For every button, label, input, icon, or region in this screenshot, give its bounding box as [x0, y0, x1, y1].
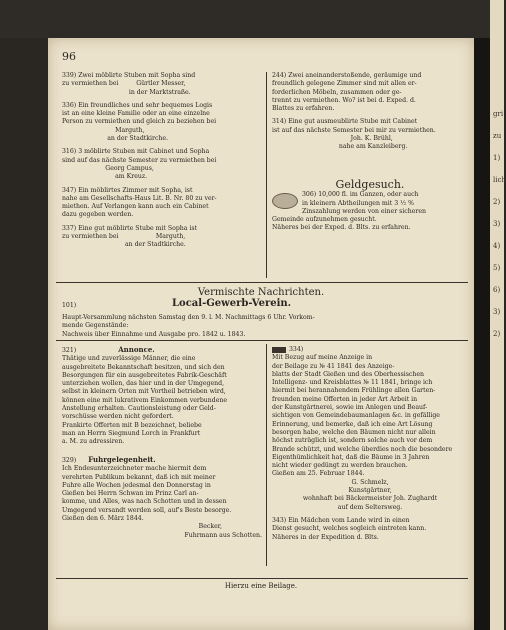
fuhr-signature-name: Becker,	[198, 523, 222, 531]
gaertner-block	[272, 346, 468, 542]
classified-ad-line: zu vermiethen bei Marguth,	[62, 233, 186, 241]
fuhr-text	[62, 465, 262, 523]
classified-ad	[62, 225, 262, 250]
fuhr-line: Fuhre alle Wochen jedesmal den Donnerstag in	[62, 481, 211, 489]
annonce-line: Frankirte Offerten mit B bezeichnet, beliebe	[62, 421, 202, 429]
newspaper-page	[48, 38, 474, 630]
maedchen-line: 343) Ein Mädchen vom Lande wird in einen	[272, 516, 410, 524]
fuhr-line: verehrten Publikum bekannt, daß ich mit meiner	[62, 473, 216, 481]
book-top-background	[0, 0, 504, 38]
gaertner-line: freunden meine Offerten in jeder Art Arbeit in	[272, 395, 418, 403]
fuhr-title: Fuhrgelegenheit.	[88, 455, 156, 464]
classified-ad-line: nahe am Gesellschafts-Haus Lit. B. Nr. 80 zu ver-	[62, 194, 217, 202]
classified-ad-line: 244) Zwei aneinanderstoßende, geräumige und	[272, 72, 422, 79]
annonce-number: 321)	[62, 347, 77, 354]
verein-text	[62, 314, 468, 339]
gaertner-line: hiermit bei herannahendem Frühlinge allen Garten-	[272, 387, 436, 395]
classified-ad-line: zu vermiethen bei Gürtler Messer,	[62, 80, 186, 88]
annonce-text	[62, 355, 262, 446]
geldgesuch-heading: Geldgesuch.	[335, 178, 405, 191]
gaertner-signature-role: Kunstgärtner,	[348, 487, 392, 495]
classified-ad-line: sind auf das nächste Semester zu vermiethen bei	[62, 156, 217, 164]
classified-ad	[62, 148, 262, 181]
classified-ad-line: dazu gegeben werden.	[62, 211, 134, 219]
next-page-fragment: 3)	[493, 220, 501, 228]
classified-ad-line: am Kreuz.	[62, 173, 148, 181]
page-number: 96	[62, 50, 76, 63]
gaertner-signature-street: auf dem Seltersweg.	[337, 503, 403, 511]
classified-ad	[272, 72, 468, 113]
column-divider-lower	[266, 344, 267, 566]
annonce-line: Besorgungen für ein ausgebreitetes Fabrik-Geschäft	[62, 371, 227, 379]
geld-line: in kleinern Abtheilungen mit 3 ½ %	[302, 199, 414, 207]
next-page-fragment: lich	[493, 176, 506, 184]
classified-ad-line: in der Marktstraße.	[62, 88, 191, 96]
annonce-title: Annonce.	[118, 345, 155, 354]
gaertner-line: nicht wieder gedüngt zu werden brauchen.	[272, 462, 408, 470]
gaertner-line: blatts der Stadt Gießen und des Oberhessischen	[272, 370, 425, 378]
geldgesuch-block	[272, 178, 468, 233]
classified-ad-line: 339) Zwei möblirte Stuben mit Sopha sind	[62, 72, 196, 79]
annonce-line: vorschüsse werden nicht gefordert.	[62, 413, 174, 421]
next-page-fragment: 3)	[493, 308, 501, 316]
next-page-edge	[490, 0, 504, 630]
classified-ad-line: forderlichen Möbeln, zusammen oder ge-	[272, 88, 402, 96]
gaertner-text	[272, 354, 468, 478]
footer-note: Hierzu eine Beilage.	[224, 582, 298, 590]
gaertner-line: besorgen habe, welche den Bäumen nicht nur allein	[272, 428, 436, 436]
geld-line: Zinszahlung werden von einer sicheren	[302, 207, 426, 215]
fuhr-block	[62, 456, 262, 540]
classified-ad-line: Person zu vermiethen und gleich zu beziehen bei	[62, 118, 217, 126]
gaertner-line: Gießen am 25. Februar 1844.	[272, 470, 365, 478]
geldgesuch-text	[272, 191, 468, 232]
next-page-fragment: 6)	[493, 286, 501, 294]
gaertner-signature-address: wohnhaft bei Bäckermeister Joh. Zughardt	[302, 495, 438, 503]
maedchen-line: Näheres in der Expedition d. Blts.	[272, 533, 379, 541]
hand-pointer-icon	[272, 347, 286, 353]
annonce-line: man an Herrn Siegmund Lorch in Frankfurt	[62, 429, 201, 437]
classified-ad-line: Blattes zu erfahren.	[272, 105, 335, 113]
fuhr-line: komme, und Alles, was nach Schotten und in dessen	[62, 498, 227, 506]
annonce-line: Thätige und zuverlässige Männer, die eine	[62, 355, 196, 363]
gaertner-line: sichtigen von Gemeindebaumanlagen &c. in gefällige	[272, 412, 440, 420]
classified-ad-line: trennt zu vermiethen. Wo? ist bei d. Exped. d.	[272, 96, 416, 104]
verein-name: Local-Gewerb-Verein.	[172, 298, 292, 309]
classified-ad-line: Georg Campus,	[62, 164, 154, 172]
gaertner-line: Brande schützt, und welche überdies noch die besondere	[272, 445, 453, 453]
annonce-block	[62, 346, 262, 447]
maedchen-line: Dienst gesucht, welches sogleich eintreten kann.	[272, 525, 427, 533]
classified-ad-line: miethen. Auf Verlangen kann auch ein Cabinet	[62, 203, 209, 211]
gaertner-number: 334)	[289, 346, 304, 353]
annonce-line: unterziehen wollen, das hier und in der Umgegend,	[62, 380, 225, 388]
classified-ad-line: freundlich gelegene Zimmer sind mit allen er-	[272, 80, 417, 88]
fuhr-signature-role: Fuhrmann aus Schotten.	[184, 531, 262, 539]
classified-ad	[62, 187, 262, 220]
geld-line: Näheres bei der Exped. d. Blts. zu erfahren.	[272, 224, 411, 232]
gaertner-line: Intelligenz- und Kreisblattes № 11 1841, bringe ich	[272, 379, 433, 387]
classified-ad	[62, 72, 262, 97]
classified-ad	[272, 118, 468, 151]
classified-ad-line: 347) Ein möblirtes Zimmer mit Sopha, ist	[62, 186, 193, 194]
classified-ad-line: an der Stadtkirche.	[62, 135, 169, 143]
next-page-fragment: 4)	[493, 242, 501, 250]
annonce-line: ausgebreitete Bekanntschaft besitzen, und sich den	[62, 363, 225, 371]
annonce-line: Anstellung erhalten. Cautionsleistung oder Geld-	[62, 405, 216, 413]
classified-ad-line: nahe am Kanzleiberg.	[272, 143, 408, 151]
annonce-line: können eine mit lukrativem Einkommen verbundene	[62, 396, 228, 404]
classified-ad-line: an der Stadtkirche.	[62, 241, 186, 249]
classified-ad-line: 316) 3 möblirte Stuben mit Cabinet und Sopha	[62, 148, 210, 156]
next-page-fragment: 5)	[493, 264, 501, 272]
classified-ad-line: 337) Eine gut möblirte Stube mit Sopha ist	[62, 224, 198, 232]
annonce-line: a. M. zu adressiren.	[62, 438, 125, 446]
left-column-ads	[62, 72, 262, 255]
verein-line: Nachweis über Einnahme und Ausgabe pro. 1842 u. 1843.	[62, 330, 246, 338]
section-rule	[56, 282, 468, 283]
gaertner-signature-name: G. Schmelz,	[351, 478, 389, 486]
verein-line: Haupt-Versammlung nächsten Samstag den 9. l. M. Nachmittags 6 Uhr. Vorkom-	[62, 314, 315, 321]
classified-ad-line: 314) Eine gut ausmeublirte Stube mit Cabinet	[272, 118, 418, 126]
classified-ad-line: ist an eine kleine Familie oder an eine einzelne	[62, 110, 210, 118]
gaertner-line: der Beilage zu № 41 1841 des Anzeige-	[272, 362, 395, 370]
gaertner-line: Mit Bezug auf meine Anzeige in	[272, 354, 373, 362]
gaertner-line: Eigenthümlichkeit hat, daß die Bäume in 3 Jahren	[272, 453, 430, 461]
column-divider	[266, 72, 267, 278]
fuhr-line: Umgegend versandt werden soll, auf's Beste besorge.	[62, 506, 232, 514]
verein-number: 101)	[62, 302, 77, 309]
footer-rule	[56, 578, 468, 579]
right-column-ads	[272, 72, 468, 157]
fuhr-line: Gießen bei Herrn Schwan im Prinz Carl an-	[62, 490, 199, 498]
fuhr-line: Gießen den 6. März 1844.	[62, 515, 144, 523]
fuhr-line: Ich Endesunterzeichneter mache hiermit dem	[62, 465, 207, 473]
gaertner-line: höchst zuträglich ist, sondern solche auch vor dem	[272, 437, 433, 445]
next-page-fragment: 2)	[493, 198, 501, 206]
gaertner-line: der Kunstgärtnerei, sowie im Anlegen und Beauf-	[272, 404, 428, 412]
fuhr-number: 329)	[62, 457, 77, 464]
next-page-fragment: 1)	[493, 154, 501, 162]
next-page-fragment: zu	[493, 132, 502, 140]
gaertner-line: Erinnerung, und bemerke, daß ich eine Art Lösung	[272, 420, 433, 428]
next-page-fragment: 2)	[493, 330, 501, 338]
classified-ad-line: Marguth,	[62, 126, 145, 134]
classified-ad-line: ist auf das nächste Semester bei mir zu vermiethen.	[272, 126, 436, 134]
section-title: Vermischte Nachrichten.	[197, 287, 325, 298]
next-page-fragment: gri	[493, 110, 504, 118]
classified-ad-line: 336) Ein freundliches und sehr bequemes Logis	[62, 101, 213, 109]
maedchen-text	[272, 517, 468, 542]
classified-ad-line: Joh. K. Brühl,	[272, 135, 393, 143]
annonce-line: selbst in kleinern Orten mit Vortheil betrieben wird,	[62, 388, 226, 396]
verein-block	[62, 298, 468, 339]
section-rule-2	[56, 340, 468, 341]
classified-ad	[62, 102, 262, 143]
geld-line: 306) 10,000 fl. im Ganzen, oder auch	[302, 191, 419, 199]
verein-line: mende Gegenstände:	[62, 322, 129, 330]
geld-line: Gemeinde aufzunehmen gesucht.	[272, 216, 377, 224]
